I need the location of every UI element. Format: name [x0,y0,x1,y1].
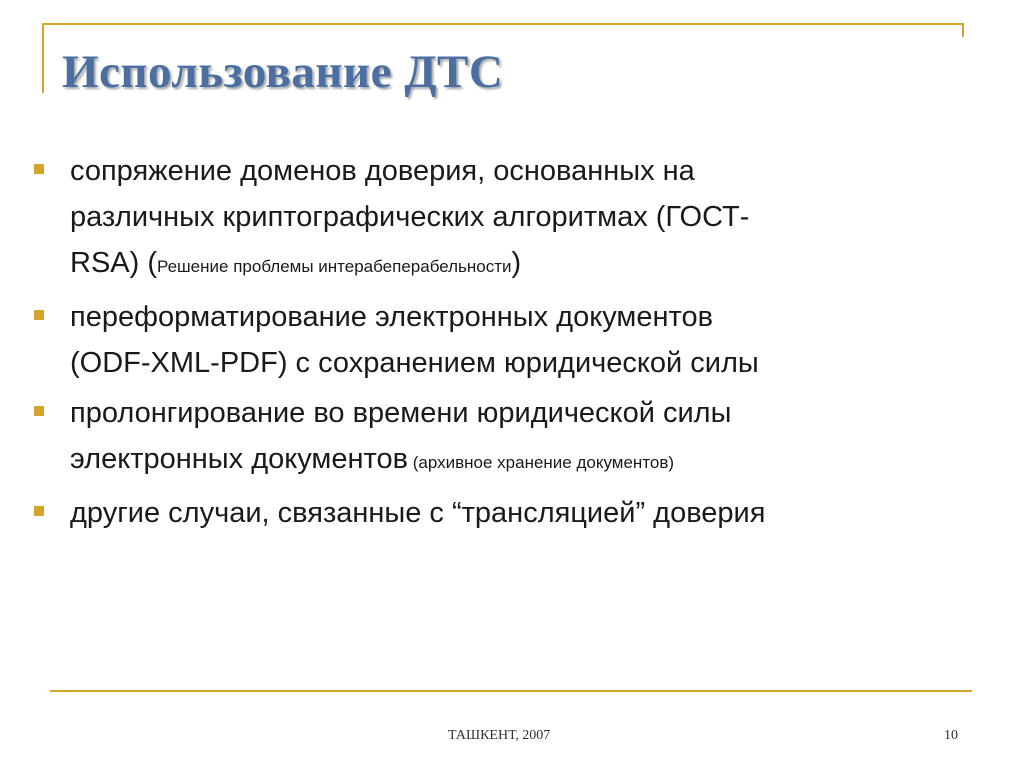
slide-title: Использование ДТС [62,46,504,98]
bullet-1-note: Решение проблемы интерабеперабельности [157,257,512,276]
bullet-2-line-1: переформатирование электронных документов [70,301,713,333]
bullet-3-note: (архивное хранение документов) [408,453,675,472]
frame-left-line [42,23,44,93]
bullet-4-line-1: другие случаи, связанные с “трансляцией” доверия [70,497,766,529]
bullet-list [30,148,990,540]
bullet-3-line-1: пролонгирование во времени юридической силы [70,397,732,429]
bullet-item-3 [30,390,990,486]
bullet-1-line-1: сопряжение доменов доверия, основанных на [70,155,695,187]
footer-divider [50,690,972,692]
bullet-3-line-2: электронных документов [70,443,409,475]
bullet-item-1 [30,148,990,290]
bullet-item-2 [30,294,990,386]
bullet-1-line-2: различных криптографических алгоритмах (ГОСТ- [70,201,750,233]
bullet-square-icon [34,506,44,516]
footer-location-year: ТАШКЕНТ, 2007 [448,728,551,743]
bullet-1-close-paren: ) [511,247,522,279]
frame-right-line [962,23,964,37]
bullet-square-icon [34,164,44,174]
bullet-1-line-3: RSA) ( [70,247,157,279]
bullet-square-icon [34,310,44,320]
bullet-item-4 [30,490,990,536]
frame-top-line [42,23,964,25]
bullet-square-icon [34,406,44,416]
page-number: 10 [944,728,958,743]
bullet-2-line-2: (ODF-XML-PDF) с сохранением юридической силы [70,347,759,379]
